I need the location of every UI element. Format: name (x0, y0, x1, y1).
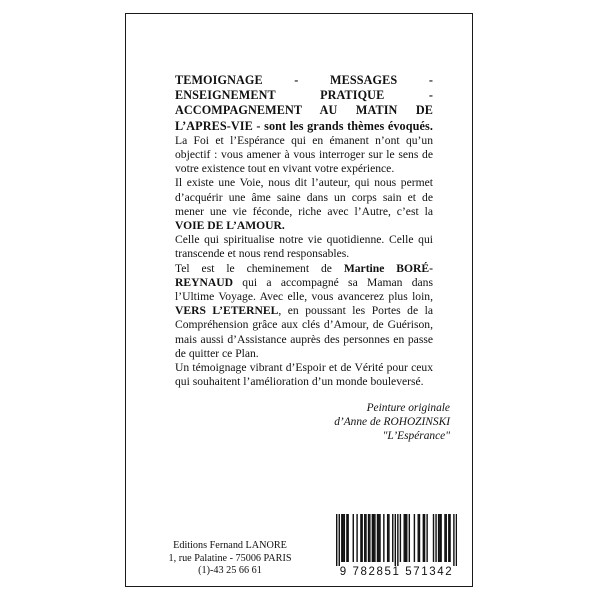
barcode-bar (392, 514, 393, 562)
publisher-info (150, 540, 310, 578)
painting-credit (270, 401, 450, 444)
barcode-bar (419, 514, 420, 562)
blurb-paragraph-author (175, 262, 433, 361)
barcode-bar (453, 514, 454, 566)
barcode-bar (448, 514, 449, 562)
barcode-bar (356, 514, 357, 562)
themes-text: La Foi et l’Espérance qui en émanent n’ont qu’un objectif : vous amener à vous interroger sur le sens de votre existence tout en vivant votre expérience. (175, 133, 433, 176)
barcode-bar (369, 514, 370, 562)
barcode-bar (365, 514, 366, 562)
barcode-bar (439, 514, 440, 562)
author-text-2: qui a accompagné sa Maman dans l’Ultime Voyage. Avec elle, vous avancerez plus loin, (175, 275, 433, 304)
barcode-bar (383, 514, 384, 562)
closing-text: Un témoignage vibrant d’Espoir et de Vérité pour ceux qui souhaitent l’amélioration d’un monde bouleversé. (175, 361, 433, 389)
barcode-bar (426, 514, 427, 562)
blurb-paragraph-quotidienne (175, 233, 433, 261)
credit-line-1: Peinture originale (366, 402, 450, 414)
author-text-3: , en poussant les Portes de la Compréhension grâce aux clés d’Amour, de Guérison, mais aussi d’Assistance auprès des personnes en passe de quitter ce Plan. (175, 304, 434, 360)
barcode-bar (423, 514, 424, 562)
barcode-bar (361, 514, 362, 562)
barcode-bar (353, 514, 354, 562)
voie-text: Il existe une Voie, nous dit l’auteur, qui nous permet d’acquérir une âme saine dans un corps sain et de mener une vie féconde, riche avec l’Autre, c’est la (175, 176, 433, 218)
barcode-bar (373, 514, 374, 562)
barcode-bar (339, 514, 340, 566)
barcode-bar (344, 514, 345, 562)
blurb-paragraph-closing (175, 361, 433, 389)
barcode-bar (374, 514, 375, 562)
themes-heading: TEMOIGNAGE - MESSAGES - ENSEIGNEMENT PRATIQUE - ACCOMPAGNEMENT AU MATIN DE L’APRES-VIE - sont les grands thèmes évoqués. (175, 73, 433, 133)
barcode-bar (342, 514, 343, 562)
blurb-paragraph-themes (175, 73, 433, 176)
barcode-bar (377, 514, 378, 562)
barcode-bar (456, 514, 457, 566)
credit-line-2: d’Anne de ROHOZINSKI (334, 416, 450, 429)
back-cover-blurb (175, 73, 433, 389)
barcode-bar (418, 514, 419, 562)
voie-bold: VOIE DE L’AMOUR. (175, 219, 285, 233)
barcode-bars (336, 514, 457, 566)
isbn-digits: 9 782851 571342 (339, 566, 454, 578)
barcode-bar (336, 514, 337, 566)
barcode-bar (405, 514, 406, 562)
barcode-bar (364, 514, 365, 562)
quotidienne-text: Celle qui spiritualise notre vie quotidienne. Celle qui transcende et nous rend responsables. (175, 233, 433, 261)
barcode-bar (406, 514, 407, 562)
author-text-1: Tel est le cheminement de (175, 261, 344, 275)
barcode-bar (449, 514, 450, 562)
barcode-bar (387, 514, 388, 562)
barcode-bar (346, 514, 347, 562)
blurb-paragraph-voie (175, 176, 433, 233)
barcode-bar (435, 514, 436, 562)
barcode-bar (379, 514, 380, 562)
barcode-bar (341, 514, 342, 562)
publisher-address: 1, rue Palatine - 75006 PARIS (168, 552, 292, 564)
credit-line-3: "L’Espérance" (382, 430, 450, 443)
author-name: Martine BORÉ-REYNAUD (175, 261, 433, 289)
publisher-name: Editions Fernand LANORE (173, 540, 287, 551)
barcode-bar (424, 514, 425, 562)
barcode-bar (388, 514, 389, 562)
barcode-bar (360, 514, 361, 562)
barcode-bar (397, 514, 398, 566)
barcode-bar (372, 514, 373, 562)
publisher-phone: (1)-43 25 66 61 (198, 565, 262, 577)
barcode-bar (347, 514, 348, 562)
barcode-bar (440, 514, 441, 562)
barcode-bar (414, 514, 415, 562)
barcode-bar (378, 514, 379, 562)
barcode-bar (446, 514, 447, 562)
vers-eternel: VERS L’ETERNEL (175, 304, 279, 318)
barcode-bar (404, 514, 405, 562)
barcode-bar (444, 514, 445, 562)
barcode-bar (368, 514, 369, 562)
barcode-bar (433, 514, 434, 562)
barcode-bar (438, 514, 439, 562)
barcode-bar (409, 514, 410, 562)
barcode-bar (400, 514, 401, 562)
barcode-bar (395, 514, 396, 566)
isbn-barcode (328, 511, 465, 581)
